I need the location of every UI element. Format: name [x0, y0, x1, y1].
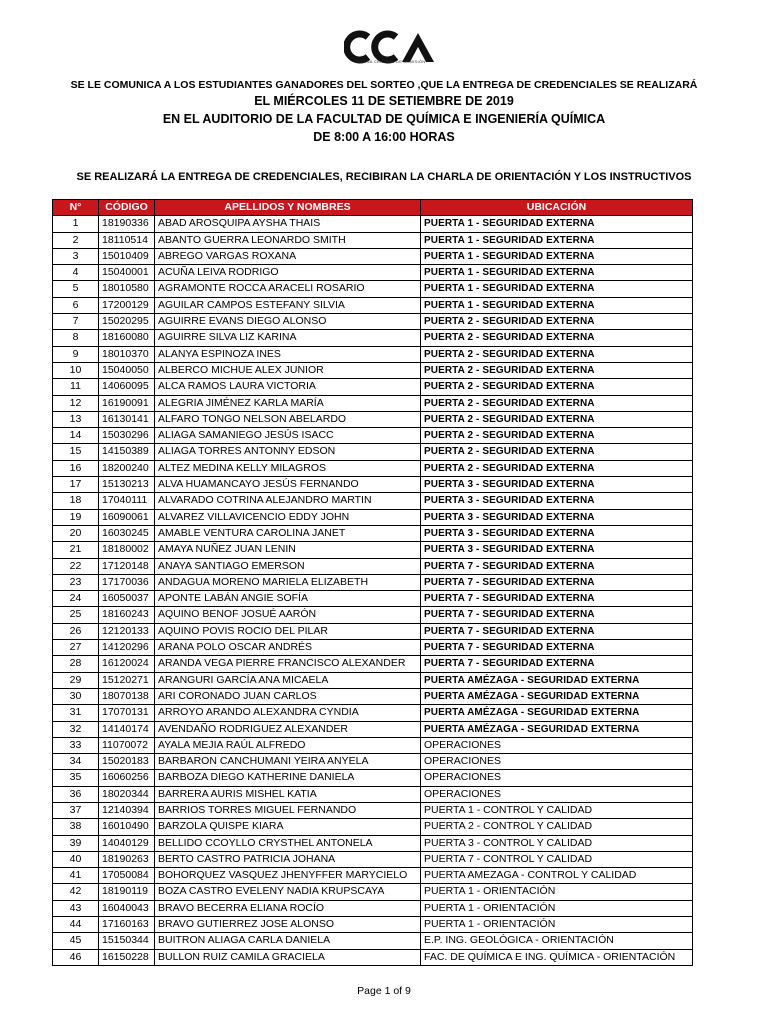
row-number: 17 — [53, 477, 99, 493]
row-number: 31 — [53, 705, 99, 721]
table-row — [53, 868, 693, 884]
row-name: ANAYA SANTIAGO EMERSON — [155, 558, 421, 574]
row-code: 15150344 — [99, 933, 155, 949]
row-name: ALVA HUAMANCAYO JESÚS FERNANDO — [155, 477, 421, 493]
row-name: BELLIDO CCOYLLO CRYSTHEL ANTONELA — [155, 835, 421, 851]
row-code: 18010370 — [99, 346, 155, 362]
row-code: 16130141 — [99, 411, 155, 427]
row-name: AQUINO POVIS ROCIO DEL PILAR — [155, 623, 421, 639]
row-location: PUERTA 2 - SEGURIDAD EXTERNA — [421, 428, 693, 444]
row-number: 9 — [53, 346, 99, 362]
table-row — [53, 281, 693, 297]
row-location: PUERTA 2 - SEGURIDAD EXTERNA — [421, 379, 693, 395]
row-name: ALVAREZ VILLAVICENCIO EDDY JOHN — [155, 509, 421, 525]
row-location: PUERTA AMÉZAGA - SEGURIDAD EXTERNA — [421, 688, 693, 704]
notice-instructions: SE REALIZARÁ LA ENTREGA DE CREDENCIALES, RECIBIRAN LA CHARLA DE ORIENTACIÓN Y LOS INSTRUCTIVOS — [76, 171, 692, 183]
row-code: 18160243 — [99, 607, 155, 623]
row-code: 18190119 — [99, 884, 155, 900]
row-number: 5 — [53, 281, 99, 297]
row-code: 15030296 — [99, 428, 155, 444]
row-location: PUERTA 1 - SEGURIDAD EXTERNA — [421, 265, 693, 281]
table-row — [53, 656, 693, 672]
row-code: 17040111 — [99, 493, 155, 509]
row-code: 16190091 — [99, 395, 155, 411]
table-row — [53, 900, 693, 916]
row-code: 16050037 — [99, 591, 155, 607]
row-name: BARRERA AURIS MISHEL KATIA — [155, 786, 421, 802]
row-name: ALEGRIA JIMÉNEZ KARLA MARÍA — [155, 395, 421, 411]
col-header-location: UBICACIÓN — [421, 200, 693, 216]
row-name: AGUILAR CAMPOS ESTEFANY SILVIA — [155, 297, 421, 313]
row-code: 15040001 — [99, 265, 155, 281]
table-row — [53, 835, 693, 851]
row-name: ALANYA ESPINOZA INES — [155, 346, 421, 362]
row-name: ALIAGA SAMANIEGO JESÚS ISACC — [155, 428, 421, 444]
row-number: 26 — [53, 623, 99, 639]
table-row — [53, 232, 693, 248]
row-code: 18110514 — [99, 232, 155, 248]
row-name: ALTEZ MEDINA KELLY MILAGROS — [155, 460, 421, 476]
row-number: 35 — [53, 770, 99, 786]
row-number: 10 — [53, 362, 99, 378]
row-name: BULLON RUIZ CAMILA GRACIELA — [155, 949, 421, 965]
table-header-row — [53, 200, 693, 216]
row-name: ANDAGUA MORENO MARIELA ELIZABETH — [155, 574, 421, 590]
row-number: 30 — [53, 688, 99, 704]
table-row — [53, 265, 693, 281]
row-location: OPERACIONES — [421, 754, 693, 770]
table-row — [53, 574, 693, 590]
row-name: ARANGURI GARCÍA ANA MICAELA — [155, 672, 421, 688]
row-name: ARROYO ARANDO ALEXANDRA CYNDIA — [155, 705, 421, 721]
row-name: APONTE LABÁN ANGIE SOFÍA — [155, 591, 421, 607]
row-name: BERTO CASTRO PATRICIA JOHANA — [155, 851, 421, 867]
row-code: 15020295 — [99, 314, 155, 330]
row-number: 40 — [53, 851, 99, 867]
row-code: 16150228 — [99, 949, 155, 965]
row-location: PUERTA 2 - SEGURIDAD EXTERNA — [421, 460, 693, 476]
row-location: PUERTA 7 - SEGURIDAD EXTERNA — [421, 640, 693, 656]
row-code: 18070138 — [99, 688, 155, 704]
row-location: PUERTA 2 - SEGURIDAD EXTERNA — [421, 346, 693, 362]
col-header-name: APELLIDOS Y NOMBRES — [155, 200, 421, 216]
row-number: 29 — [53, 672, 99, 688]
table-row — [53, 444, 693, 460]
row-location: PUERTA 3 - SEGURIDAD EXTERNA — [421, 477, 693, 493]
row-number: 33 — [53, 737, 99, 753]
col-header-number: N° — [53, 200, 99, 216]
row-location: PUERTA 2 - SEGURIDAD EXTERNA — [421, 330, 693, 346]
row-name: ARANDA VEGA PIERRE FRANCISCO ALEXANDER — [155, 656, 421, 672]
row-number: 25 — [53, 607, 99, 623]
table-row — [53, 705, 693, 721]
row-code: 18200240 — [99, 460, 155, 476]
table-row — [53, 395, 693, 411]
row-name: BARBOZA DIEGO KATHERINE DANIELA — [155, 770, 421, 786]
table-row — [53, 216, 693, 232]
row-name: ALVARADO COTRINA ALEJANDRO MARTIN — [155, 493, 421, 509]
row-location: PUERTA 2 - SEGURIDAD EXTERNA — [421, 395, 693, 411]
row-name: ALFARO TONGO NELSON ABELARDO — [155, 411, 421, 427]
row-name: BUITRON ALIAGA CARLA DANIELA — [155, 933, 421, 949]
row-location: OPERACIONES — [421, 786, 693, 802]
row-location: PUERTA 1 - SEGURIDAD EXTERNA — [421, 216, 693, 232]
row-location: OPERACIONES — [421, 770, 693, 786]
row-number: 38 — [53, 819, 99, 835]
row-number: 21 — [53, 542, 99, 558]
table-row — [53, 917, 693, 933]
row-location: PUERTA 2 - SEGURIDAD EXTERNA — [421, 411, 693, 427]
row-code: 11070072 — [99, 737, 155, 753]
row-name: BARBARON CANCHUMANI YEIRA ANYELA — [155, 754, 421, 770]
row-name: ABREGO VARGAS ROXANA — [155, 248, 421, 264]
table-row — [53, 802, 693, 818]
table-row — [53, 297, 693, 313]
notice-hours: DE 8:00 A 16:00 HORAS — [313, 130, 455, 144]
row-code: 15010409 — [99, 248, 155, 264]
row-number: 32 — [53, 721, 99, 737]
table-row — [53, 477, 693, 493]
row-location: PUERTA 1 - SEGURIDAD EXTERNA — [421, 232, 693, 248]
row-location: PUERTA 1 - SEGURIDAD EXTERNA — [421, 248, 693, 264]
row-code: 14040129 — [99, 835, 155, 851]
table-row — [53, 525, 693, 541]
table-row — [53, 346, 693, 362]
row-number: 24 — [53, 591, 99, 607]
row-code: 17070131 — [99, 705, 155, 721]
row-location: PUERTA 7 - SEGURIDAD EXTERNA — [421, 591, 693, 607]
table-row — [53, 884, 693, 900]
row-number: 23 — [53, 574, 99, 590]
row-name: ALIAGA TORRES ANTONNY EDSON — [155, 444, 421, 460]
row-code: 14140174 — [99, 721, 155, 737]
row-code: 15020183 — [99, 754, 155, 770]
table-row — [53, 786, 693, 802]
row-location: PUERTA 1 - SEGURIDAD EXTERNA — [421, 297, 693, 313]
row-name: ARI CORONADO JUAN CARLOS — [155, 688, 421, 704]
row-number: 13 — [53, 411, 99, 427]
row-code: 17120148 — [99, 558, 155, 574]
row-number: 12 — [53, 395, 99, 411]
col-header-code: CÓDIGO — [99, 200, 155, 216]
table-row — [53, 493, 693, 509]
row-code: 16030245 — [99, 525, 155, 541]
winners-table — [52, 199, 693, 966]
row-code: 16040043 — [99, 900, 155, 916]
row-name: AYALA MEJIA RAÚL ALFREDO — [155, 737, 421, 753]
row-code: 14120296 — [99, 640, 155, 656]
row-location: OPERACIONES — [421, 737, 693, 753]
row-location: PUERTA 7 - SEGURIDAD EXTERNA — [421, 558, 693, 574]
row-name: BARZOLA QUISPE KIARA — [155, 819, 421, 835]
row-number: 41 — [53, 868, 99, 884]
row-code: 12120133 — [99, 623, 155, 639]
table-row — [53, 411, 693, 427]
row-location: PUERTA 7 - SEGURIDAD EXTERNA — [421, 656, 693, 672]
row-number: 37 — [53, 802, 99, 818]
table-row — [53, 330, 693, 346]
row-code: 12140394 — [99, 802, 155, 818]
row-location: PUERTA AMEZAGA - CONTROL Y CALIDAD — [421, 868, 693, 884]
row-number: 34 — [53, 754, 99, 770]
row-code: 17200129 — [99, 297, 155, 313]
page-number: Page 1 of 9 — [357, 985, 411, 997]
row-name: ABAD AROSQUIPA AYSHA THAIS — [155, 216, 421, 232]
row-number: 2 — [53, 232, 99, 248]
table-row — [53, 460, 693, 476]
row-number: 43 — [53, 900, 99, 916]
row-name: BOHORQUEZ VASQUEZ JHENYFFER MARYCIELO — [155, 868, 421, 884]
row-location: PUERTA 2 - SEGURIDAD EXTERNA — [421, 362, 693, 378]
row-number: 27 — [53, 640, 99, 656]
row-code: 14060095 — [99, 379, 155, 395]
table-row — [53, 672, 693, 688]
table-row — [53, 591, 693, 607]
row-location: PUERTA 2 - CONTROL Y CALIDAD — [421, 819, 693, 835]
row-location: PUERTA AMÉZAGA - SEGURIDAD EXTERNA — [421, 705, 693, 721]
row-number: 11 — [53, 379, 99, 395]
notice-line-1: SE LE COMUNICA A LOS ESTUDIANTES GANADORES DEL SORTEO ,QUE LA ENTREGA DE CREDENCIALES SE REALIZARÁ — [70, 79, 698, 91]
table-row — [53, 558, 693, 574]
row-name: ARANA POLO OSCAR ANDRÉS — [155, 640, 421, 656]
row-location: PUERTA 7 - SEGURIDAD EXTERNA — [421, 623, 693, 639]
row-location: PUERTA 1 - CONTROL Y CALIDAD — [421, 802, 693, 818]
row-location: PUERTA 1 - SEGURIDAD EXTERNA — [421, 281, 693, 297]
row-name: ABANTO GUERRA LEONARDO SMITH — [155, 232, 421, 248]
row-code: 15040050 — [99, 362, 155, 378]
row-code: 18020344 — [99, 786, 155, 802]
row-number: 8 — [53, 330, 99, 346]
row-code: 17160163 — [99, 917, 155, 933]
row-location: PUERTA 1 - ORIENTACIÓN — [421, 884, 693, 900]
row-number: 36 — [53, 786, 99, 802]
notice-venue: EN EL AUDITORIO DE LA FACULTAD DE QUÍMICA E INGENIERÍA QUÍMICA — [162, 112, 606, 126]
row-location: PUERTA 3 - SEGURIDAD EXTERNA — [421, 525, 693, 541]
row-code: 18190263 — [99, 851, 155, 867]
row-code: 15120271 — [99, 672, 155, 688]
row-code: 15130213 — [99, 477, 155, 493]
table-row — [53, 640, 693, 656]
row-name: AGRAMONTE ROCCA ARACELI ROSARIO — [155, 281, 421, 297]
row-name: BRAVO GUTIERREZ JOSE ALONSO — [155, 917, 421, 933]
row-number: 3 — [53, 248, 99, 264]
table-row — [53, 248, 693, 264]
row-number: 44 — [53, 917, 99, 933]
table-row — [53, 819, 693, 835]
row-code: 17050084 — [99, 868, 155, 884]
row-location: PUERTA 7 - SEGURIDAD EXTERNA — [421, 574, 693, 590]
row-number: 45 — [53, 933, 99, 949]
row-code: 18190336 — [99, 216, 155, 232]
table-row — [53, 607, 693, 623]
row-location: PUERTA AMÉZAGA - SEGURIDAD EXTERNA — [421, 721, 693, 737]
logo-subtitle: OFICINA CENTRAL DE ADMISIÓN — [354, 59, 426, 64]
row-number: 16 — [53, 460, 99, 476]
row-code: 16090061 — [99, 509, 155, 525]
row-location: PUERTA 1 - ORIENTACIÓN — [421, 900, 693, 916]
table-row — [53, 362, 693, 378]
row-name: AVENDAÑO RODRIGUEZ ALEXANDER — [155, 721, 421, 737]
notice-date: EL MIÉRCOLES 11 DE SETIEMBRE DE 2019 — [254, 94, 514, 108]
row-location: PUERTA 2 - SEGURIDAD EXTERNA — [421, 314, 693, 330]
row-name: BOZA CASTRO EVELENY NADIA KRUPSCAYA — [155, 884, 421, 900]
table-row — [53, 428, 693, 444]
row-number: 39 — [53, 835, 99, 851]
row-location: PUERTA AMÉZAGA - SEGURIDAD EXTERNA — [421, 672, 693, 688]
row-number: 4 — [53, 265, 99, 281]
row-name: ALBERCO MICHUE ALEX JUNIOR — [155, 362, 421, 378]
row-location: PUERTA 2 - SEGURIDAD EXTERNA — [421, 444, 693, 460]
table-row — [53, 949, 693, 965]
row-number: 1 — [53, 216, 99, 232]
table-row — [53, 770, 693, 786]
row-number: 20 — [53, 525, 99, 541]
table-row — [53, 542, 693, 558]
row-code: 16120024 — [99, 656, 155, 672]
row-code: 18160080 — [99, 330, 155, 346]
table-row — [53, 721, 693, 737]
row-location: PUERTA 7 - CONTROL Y CALIDAD — [421, 851, 693, 867]
row-location: PUERTA 3 - SEGURIDAD EXTERNA — [421, 542, 693, 558]
row-number: 22 — [53, 558, 99, 574]
row-number: 19 — [53, 509, 99, 525]
row-location: E.P. ING. GEOLÓGICA - ORIENTACIÓN — [421, 933, 693, 949]
row-location: FAC. DE QUÍMICA E ING. QUÍMICA - ORIENTACIÓN — [421, 949, 693, 965]
table-row — [53, 933, 693, 949]
row-code: 16010490 — [99, 819, 155, 835]
row-number: 14 — [53, 428, 99, 444]
row-code: 14150389 — [99, 444, 155, 460]
row-name: ALCA RAMOS LAURA VICTORIA — [155, 379, 421, 395]
row-location: PUERTA 3 - SEGURIDAD EXTERNA — [421, 509, 693, 525]
row-name: AQUINO BENOF JOSUÉ AARÓN — [155, 607, 421, 623]
row-number: 6 — [53, 297, 99, 313]
row-name: ACUÑA LEIVA RODRIGO — [155, 265, 421, 281]
row-name: AGUIRRE EVANS DIEGO ALONSO — [155, 314, 421, 330]
table-row — [53, 688, 693, 704]
row-code: 18180002 — [99, 542, 155, 558]
row-number: 42 — [53, 884, 99, 900]
table-row — [53, 509, 693, 525]
row-location: PUERTA 3 - SEGURIDAD EXTERNA — [421, 493, 693, 509]
row-code: 18010580 — [99, 281, 155, 297]
row-number: 7 — [53, 314, 99, 330]
row-name: BARRIOS TORRES MIGUEL FERNANDO — [155, 802, 421, 818]
row-number: 15 — [53, 444, 99, 460]
row-name: AGUIRRE SILVA LIZ KARINA — [155, 330, 421, 346]
row-location: PUERTA 3 - CONTROL Y CALIDAD — [421, 835, 693, 851]
table-row — [53, 314, 693, 330]
table-row — [53, 737, 693, 753]
table-row — [53, 851, 693, 867]
row-number: 28 — [53, 656, 99, 672]
row-name: AMABLE VENTURA CAROLINA JANET — [155, 525, 421, 541]
row-code: 17170036 — [99, 574, 155, 590]
table-row — [53, 623, 693, 639]
row-location: PUERTA 1 - ORIENTACIÓN — [421, 917, 693, 933]
row-location: PUERTA 7 - SEGURIDAD EXTERNA — [421, 607, 693, 623]
row-code: 16060256 — [99, 770, 155, 786]
table-row — [53, 754, 693, 770]
row-name: BRAVO BECERRA ELIANA ROCÍO — [155, 900, 421, 916]
row-number: 18 — [53, 493, 99, 509]
row-number: 46 — [53, 949, 99, 965]
row-name: AMAYA NUÑEZ JUAN LENIN — [155, 542, 421, 558]
table-row — [53, 379, 693, 395]
